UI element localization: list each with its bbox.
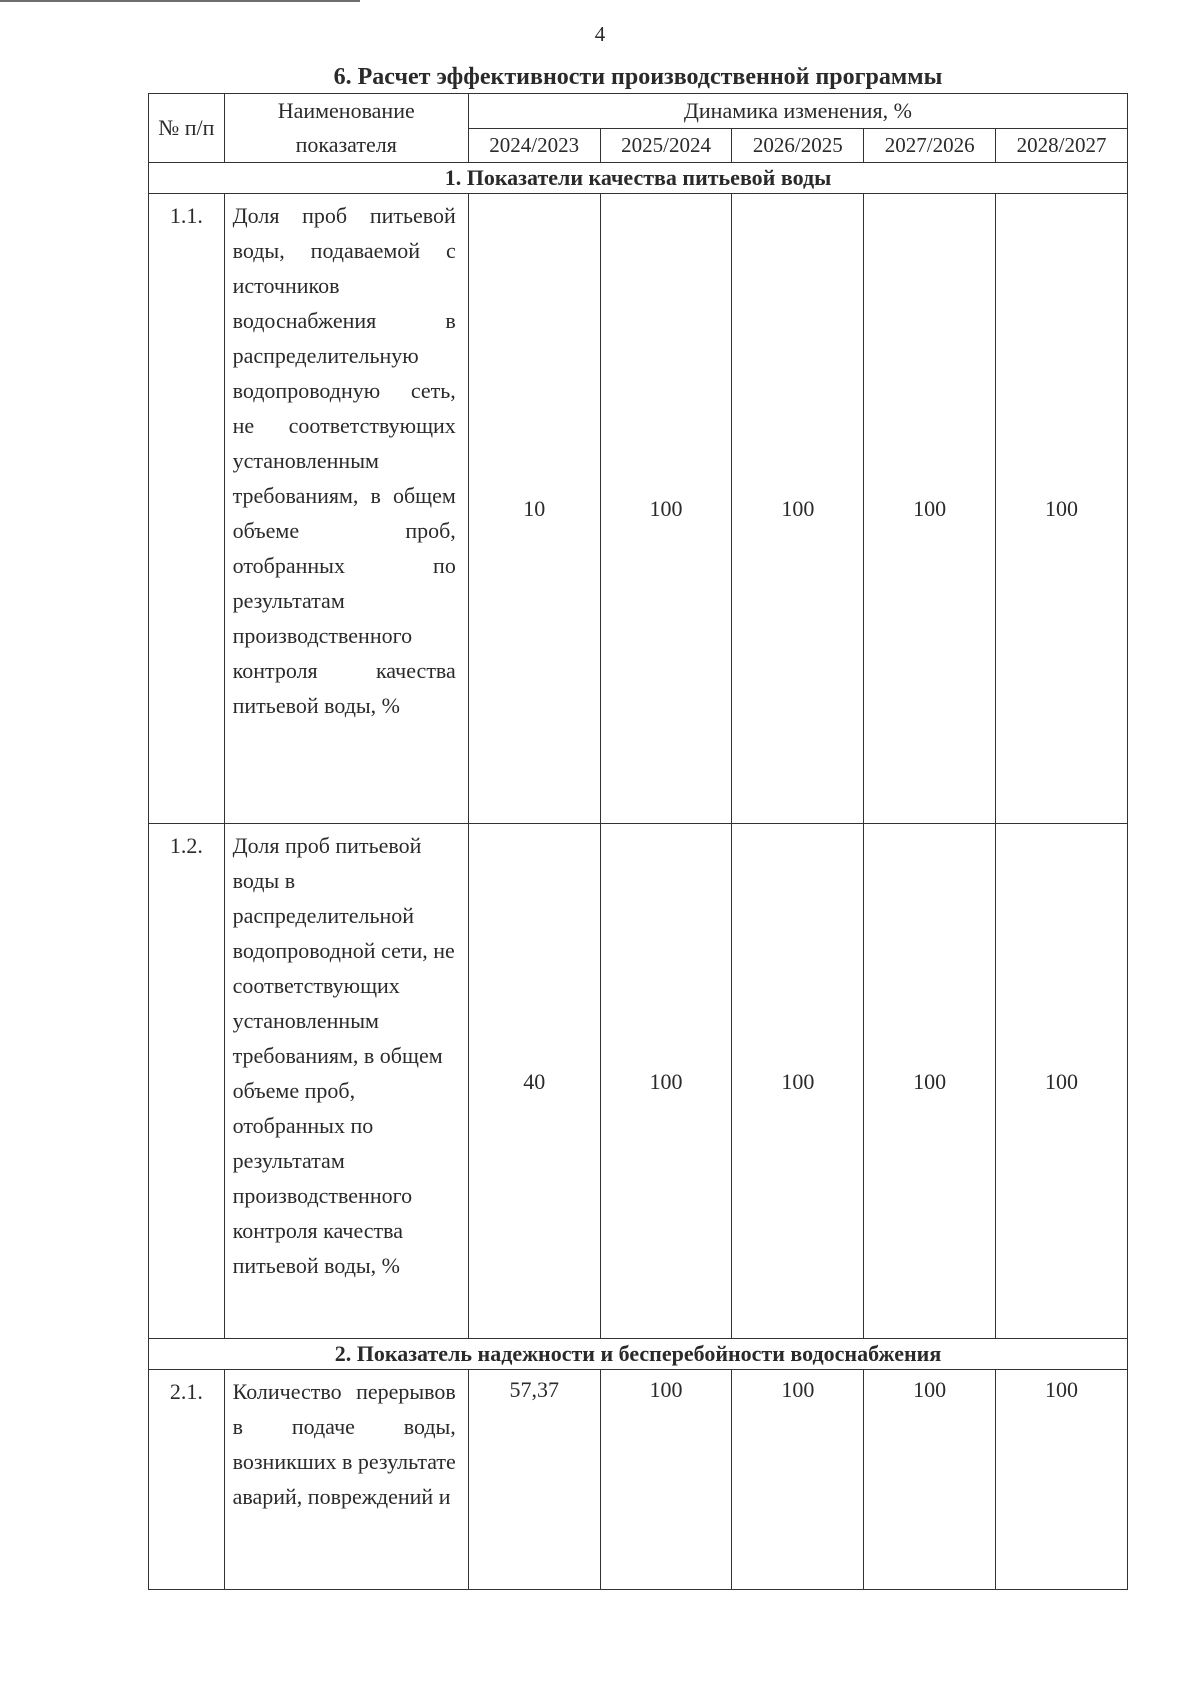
row-indicator-name: Количество перерывов в подаче воды, возникших в результате аварий, повреждений и — [224, 1370, 468, 1590]
page-number: 4 — [594, 22, 606, 46]
row-value: 100 — [600, 1370, 732, 1590]
row-value: 100 — [996, 1370, 1128, 1590]
table-row — [149, 824, 1128, 1339]
scan-edge-line — [0, 0, 360, 2]
page-title: 6. Расчет эффективности производственной программы — [333, 64, 943, 90]
header-year: 2028/2027 — [996, 128, 1128, 163]
header-year: 2025/2024 — [600, 128, 732, 163]
header-name: Наименование показателя — [224, 94, 468, 163]
section-row — [149, 1339, 1128, 1370]
row-value: 10 — [468, 194, 600, 824]
row-number: 1.2. — [149, 824, 225, 1339]
row-value: 100 — [996, 194, 1128, 824]
row-value: 100 — [732, 824, 864, 1339]
row-value: 100 — [996, 824, 1128, 1339]
table-row — [149, 1370, 1128, 1590]
header-num: № п/п — [149, 94, 225, 163]
table-header-row — [149, 94, 1128, 129]
row-indicator-name: Доля проб питьевой воды в распределительной водопроводной сети, не соответствующих установленным требованиям, в общем объеме проб, отобранных по результатам производственного контроля качества питьевой воды, % — [224, 824, 468, 1339]
row-number: 1.1. — [149, 194, 225, 824]
table-row — [149, 194, 1128, 824]
row-value: 100 — [864, 194, 996, 824]
row-value: 100 — [864, 1370, 996, 1590]
row-number: 2.1. — [149, 1370, 225, 1590]
row-value: 100 — [732, 1370, 864, 1590]
header-year: 2026/2025 — [732, 128, 864, 163]
section-title: 1. Показатели качества питьевой воды — [149, 163, 1128, 194]
header-dynamics: Динамика изменения, % — [468, 94, 1127, 129]
header-year: 2027/2026 — [864, 128, 996, 163]
row-value: 100 — [732, 194, 864, 824]
header-year: 2024/2023 — [468, 128, 600, 163]
efficiency-table — [148, 93, 1128, 1590]
row-value: 100 — [600, 194, 732, 824]
row-value: 40 — [468, 824, 600, 1339]
row-value: 100 — [864, 824, 996, 1339]
row-indicator-name: Доля проб питьевой воды, подаваемой с источников водоснабжения в распределительную водопроводную сеть, не соответствующих установленным требованиям, в общем объеме проб, отобранных по результатам производственного контроля качества питьевой воды, % — [224, 194, 468, 824]
section-title: 2. Показатель надежности и бесперебойности водоснабжения — [149, 1339, 1128, 1370]
row-value: 57,37 — [468, 1370, 600, 1590]
section-row — [149, 163, 1128, 194]
row-value: 100 — [600, 824, 732, 1339]
